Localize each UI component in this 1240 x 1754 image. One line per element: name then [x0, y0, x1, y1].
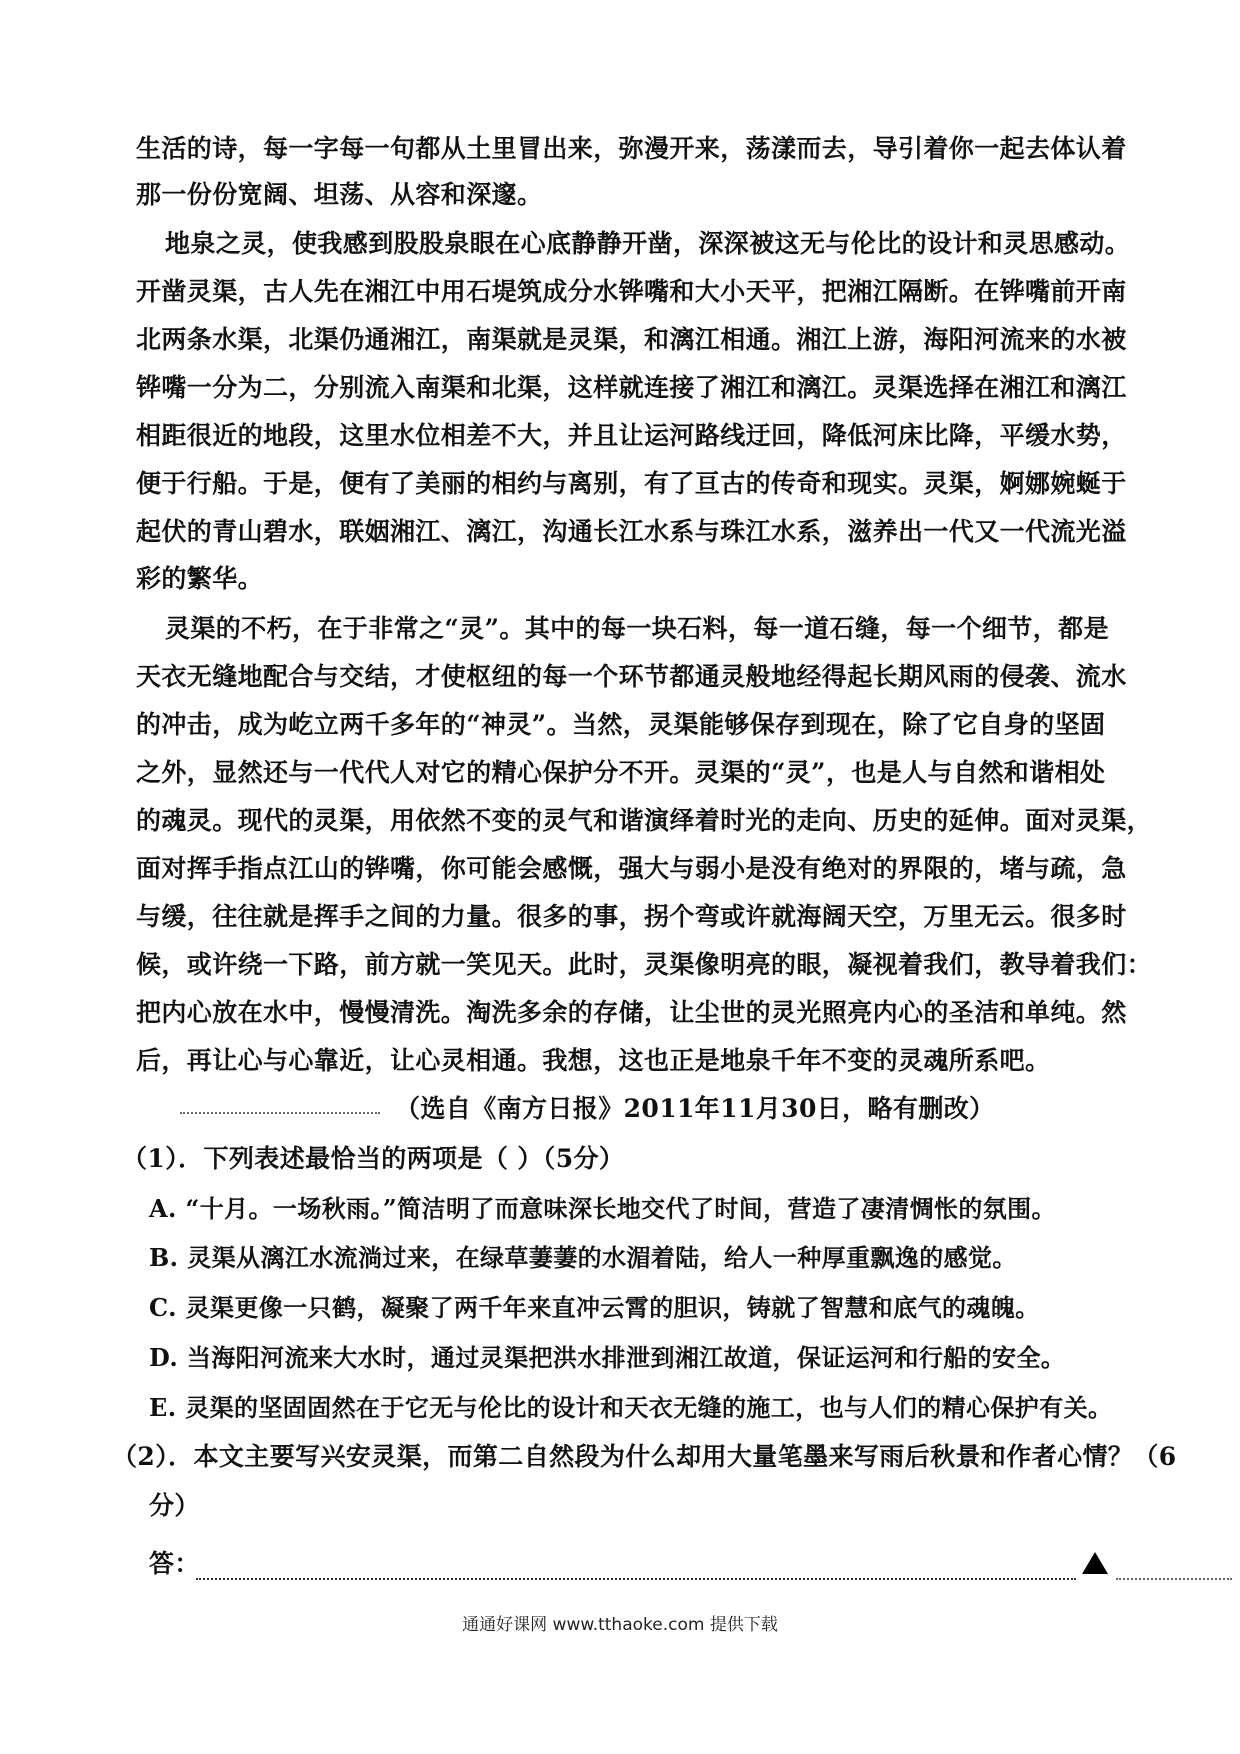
question-1-option-c: C. 灵渠更像一只鹤，凝聚了两千年来直冲云霄的胆识，铸就了智慧和底气的魂魄。 — [149, 1293, 1040, 1322]
passage-line: 的魂灵。现代的灵渠，用依然不变的灵气和谐演绎着时光的走向、历史的延伸。面对灵渠， — [136, 806, 1153, 835]
passage-line: 之外，显然还与一代代人对它的精心保护分不开。灵渠的“灵”，也是人与自然和谐相处 — [136, 758, 1106, 787]
question-1-option-b: B. 灵渠从漓江水流淌过来，在绿草萋萋的水湄着陆，给人一种厚重飘逸的感觉。 — [149, 1243, 1017, 1272]
question-1-option-d: D. 当海阳河流来大水时，通过灵渠把洪水排泄到湘江故道，保证运河和行船的安全。 — [149, 1343, 1066, 1372]
dotted-leader — [1116, 1578, 1232, 1580]
passage-line: 铧嘴一分为二，分别流入南渠和北渠，这样就连接了湘江和漓江。灵渠选择在湘江和漓江 — [136, 373, 1127, 402]
passage-line: 彩的繁华。 — [136, 564, 264, 593]
passage-line: 把内心放在水中，慢慢清洗。淘洗多余的存储，让尘世的灵光照亮内心的圣洁和单纯。然 — [136, 998, 1127, 1027]
question-1-stem: （1）．下列表述最恰当的两项是（ ）（5分） — [122, 1144, 625, 1173]
passage-line: 灵渠的不朽，在于非常之“灵”。其中的每一块石料，每一道石缝，每一个细节，都是 — [165, 614, 1109, 643]
passage-line: 候，或许绕一下路，前方就一笑见天。此时，灵渠像明亮的眼，凝视着我们，教导着我们： — [136, 950, 1153, 979]
passage-line: 地泉之灵，使我感到股股泉眼在心底静静开凿，深深被这无与伦比的设计和灵思感动。 — [165, 229, 1131, 258]
dotted-leader — [180, 1112, 380, 1114]
question-2-stem: （2）．本文主要写兴安灵渠，而第二自然段为什么却用大量笔墨来写雨后秋景和作者心情？（6 — [112, 1442, 1177, 1471]
page-footer: 通通好课网 www.tthaoke.com 提供下载 — [462, 1615, 778, 1635]
passage-line: 便于行船。于是，便有了美丽的相约与离别，有了亘古的传奇和现实。灵渠，婀娜婉蜒于 — [136, 469, 1127, 498]
passage-line: 开凿灵渠，古人先在湘江中用石堤筑成分水铧嘴和大小天平，把湘江隔断。在铧嘴前开南 — [136, 277, 1127, 306]
passage-source: （选自《南方日报》2011年11月30日，略有删改） — [395, 1094, 995, 1123]
passage-line: 后，再让心与心靠近，让心灵相通。我想，这也正是地泉千年不变的灵魂所系吧。 — [136, 1046, 1051, 1075]
passage-line: 与缓，往往就是挥手之间的力量。很多的事，拐个弯或许就海阔天空，万里无云。很多时 — [136, 902, 1127, 931]
passage-line: 起伏的青山碧水，联姻湘江、漓江，沟通长江水系与珠江水系，滋养出一代又一代流光溢 — [136, 517, 1127, 546]
passage-line: 生活的诗，每一字每一句都从土里冒出来，弥漫开来，荡漾而去，导引着你一起去体认着 — [136, 134, 1127, 163]
question-1-option-e: E. 灵渠的坚固固然在于它无与伦比的设计和天衣无缝的施工，也与人们的精心保护有关。 — [149, 1393, 1113, 1422]
answer-label: 答： — [149, 1549, 200, 1578]
answer-input-line[interactable] — [196, 1578, 1076, 1580]
passage-line: 的冲击，成为屹立两千多年的“神灵”。当然，灵渠能够保存到现在，除了它自身的坚固 — [136, 710, 1106, 739]
question-1-option-a: A. “十月。一场秋雨。”简洁明了而意味深长地交代了时间，营造了凄清惆怅的氛围。 — [149, 1194, 1056, 1223]
triangle-marker-icon — [1082, 1552, 1108, 1574]
passage-line: 天衣无缝地配合与交结，才使枢纽的每一个环节都通灵般地经得起长期风雨的侵袭、流水 — [136, 662, 1127, 691]
passage-line: 相距很近的地段，这里水位相差不大，并且让运河路线迂回，降低河床比降，平缓水势， — [136, 421, 1127, 450]
question-2-stem-continued: 分） — [149, 1491, 200, 1520]
passage-line: 面对挥手指点江山的铧嘴，你可能会感慨，强大与弱小是没有绝对的界限的，堵与疏，急 — [136, 854, 1127, 883]
passage-line: 北两条水渠，北渠仍通湘江，南渠就是灵渠，和漓江相通。湘江上游，海阳河流来的水被 — [136, 325, 1127, 354]
passage-line: 那一份份宽阔、坦荡、从容和深邃。 — [136, 180, 543, 209]
